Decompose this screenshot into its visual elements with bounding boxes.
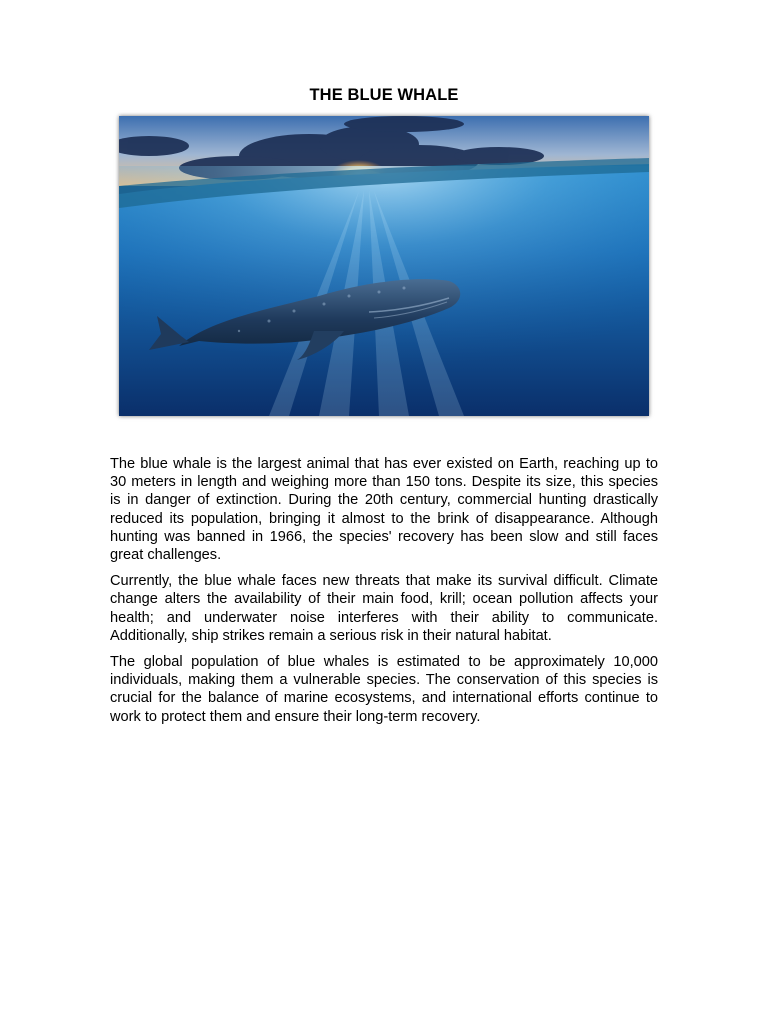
paragraph: The global population of blue whales is estimated to be approximately 10,000 individuals, making them a vulnerable species. The conservation of this species is crucial for the balance of marine ecosystems, and international efforts continue to work to protect them and ensure their long-term recovery.	[110, 654, 658, 725]
document-title: THE BLUE WHALE	[309, 86, 459, 104]
body-text	[110, 455, 658, 734]
paragraph: Currently, the blue whale faces new threats that make its survival difficult. Climate change alters the availability of their main food, krill; ocean pollution affects your health; and underwater noise interferes with their ability to communicate. Additionally, ship strikes remain a serious risk in their natural habitat.	[110, 573, 658, 644]
paragraph: The blue whale is the largest animal that has ever existed on Earth, reaching up to 30 meters in length and weighing more than 150 tons. Despite its size, this species is in danger of extinction. During the 20th century, commercial hunting drastically reduced its population, bringing it almost to the brink of disappearance. Although hunting was banned in 1966, the species' recovery has been slow and still faces great challenges.	[110, 456, 658, 564]
whale-photo	[119, 116, 649, 416]
